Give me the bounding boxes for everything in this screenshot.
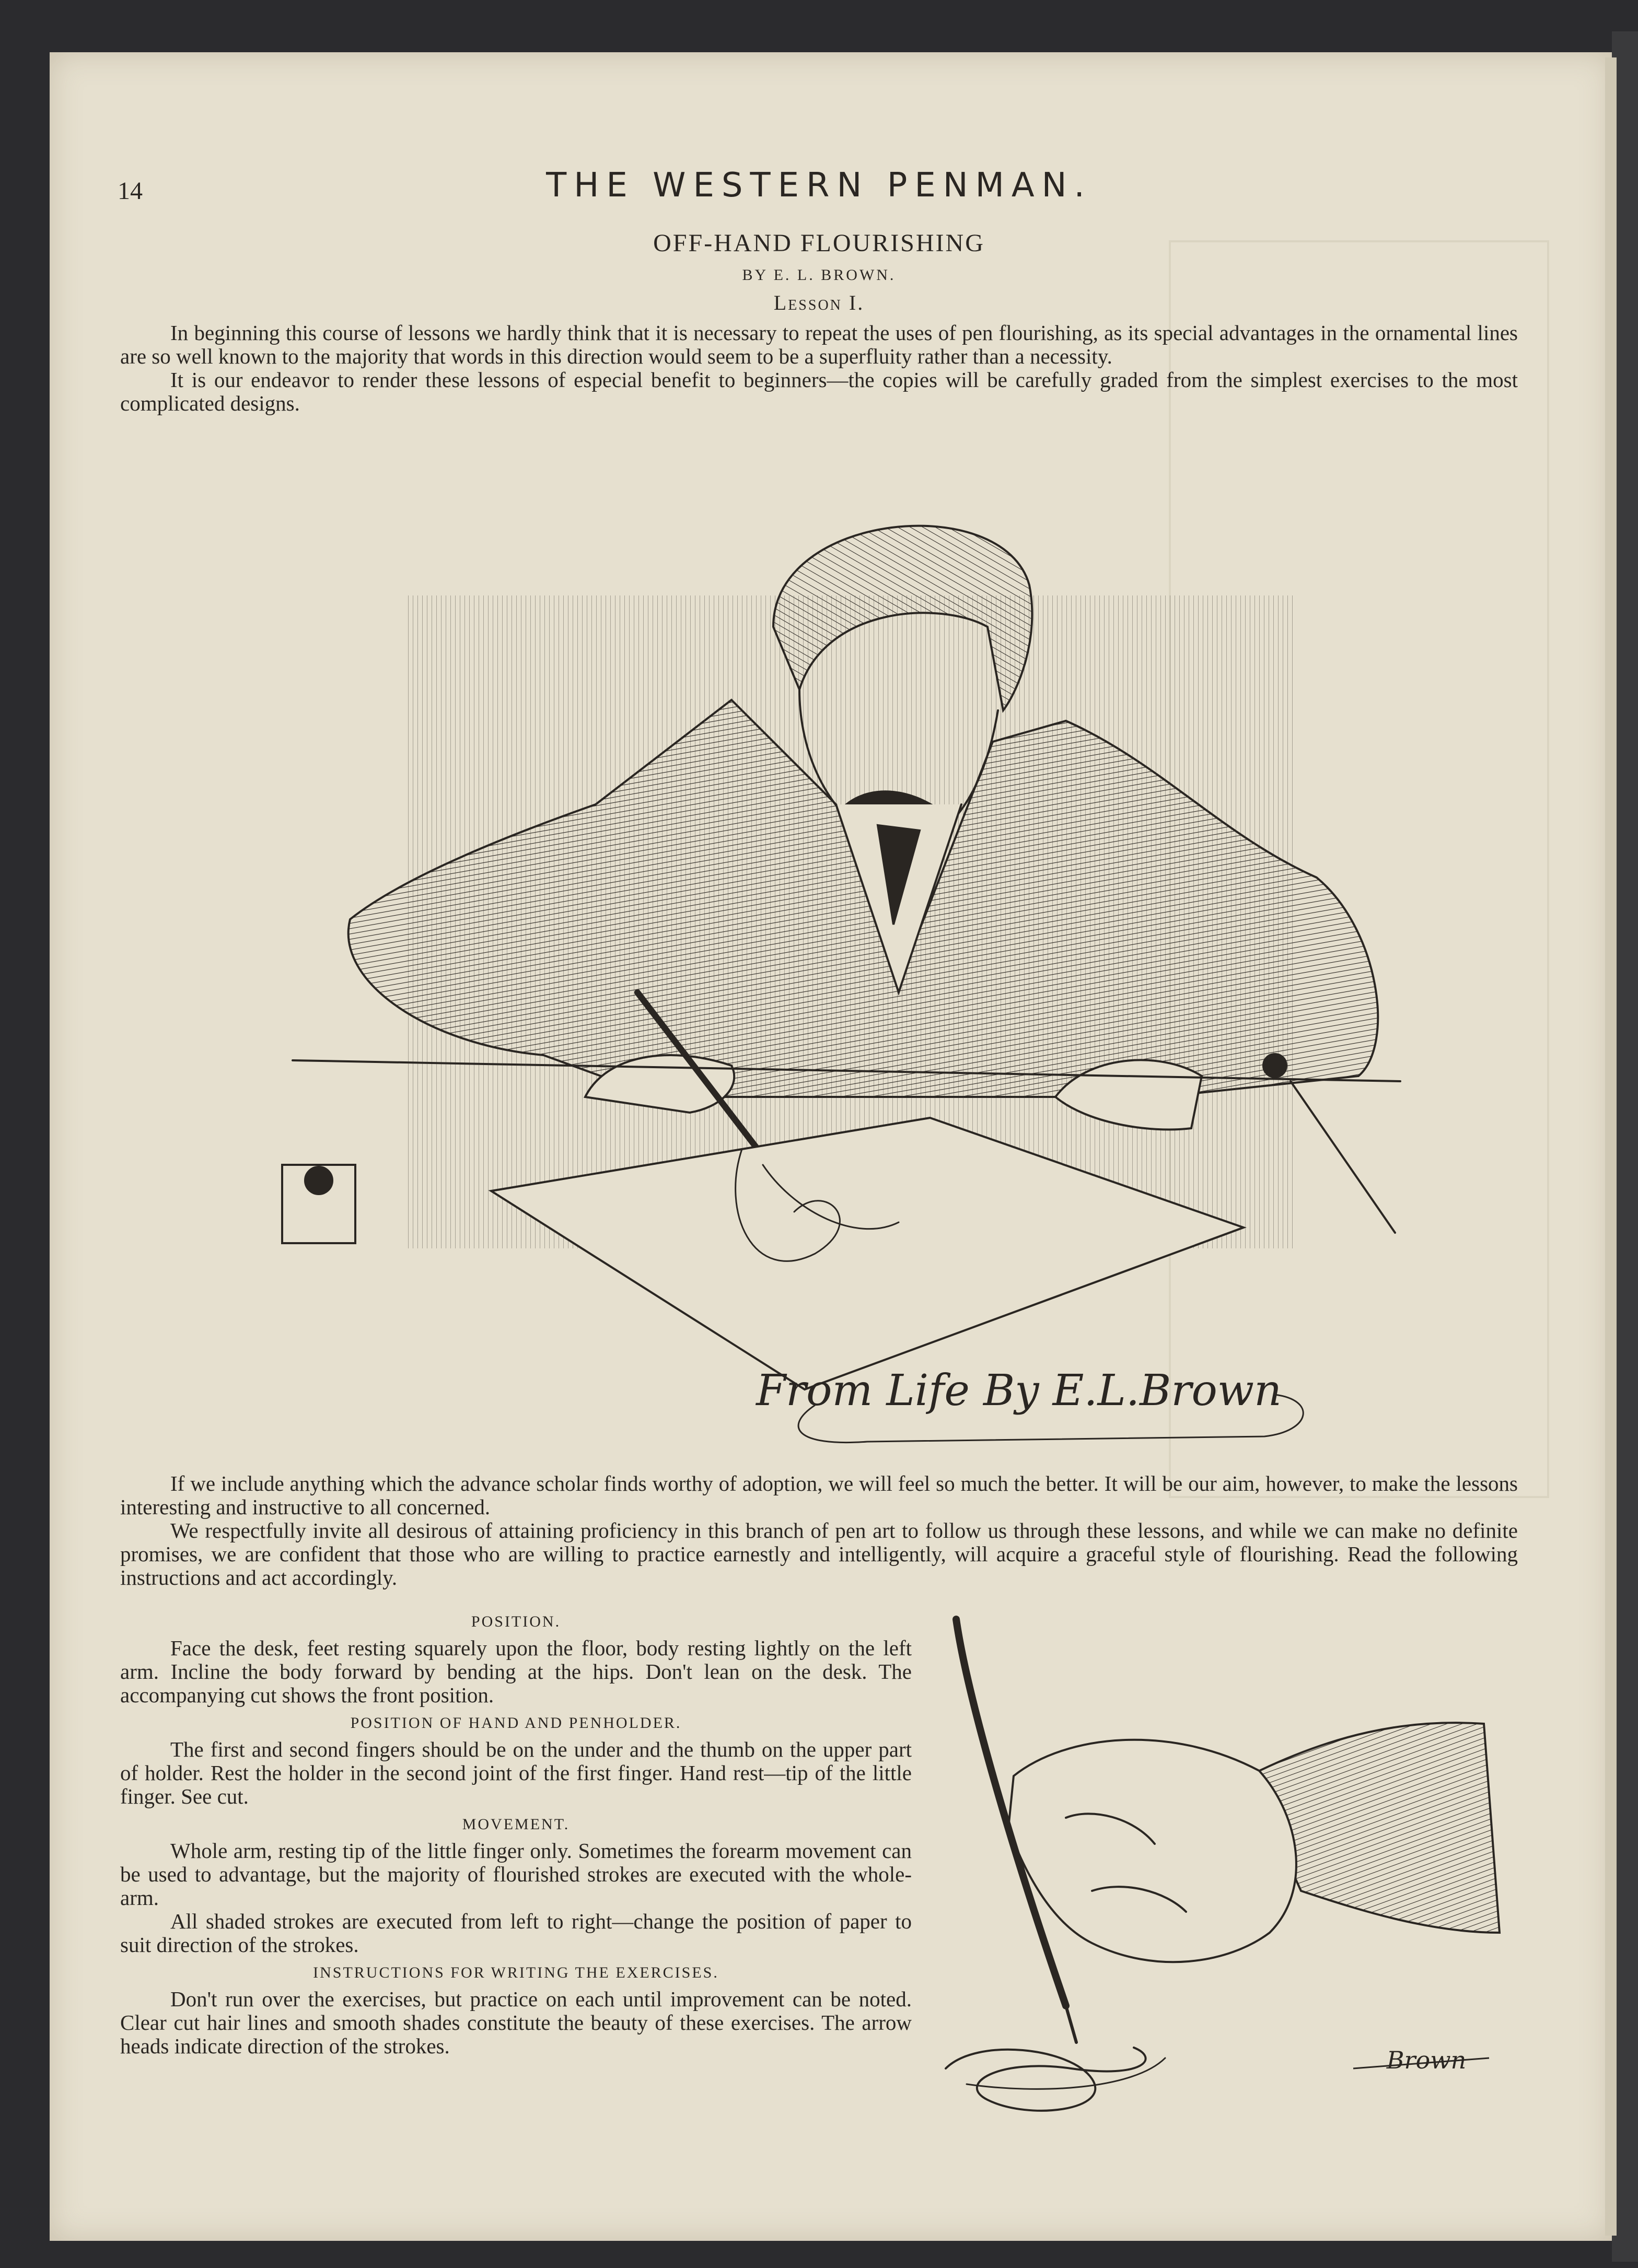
instructions-text: Don't run over the exercises, but practice on each until improvement can be noted. Clear cut hair lines and smooth shades constitute the beauty of these exercises. The arrow heads indicate direction of the strokes. bbox=[120, 1987, 912, 2058]
page-spine bbox=[1605, 57, 1617, 2236]
byline: BY E. L. BROWN. bbox=[742, 266, 896, 284]
hand-penholder-illustration bbox=[935, 1598, 1520, 2126]
hand-heading: POSITION OF HAND AND PENHOLDER. bbox=[350, 1714, 682, 1732]
position-text: Face the desk, feet resting squarely upon the floor, body resting lightly on the left arm. Incline the body forward by bending at the hips. Don't lean on the desk. The accompanying cut shows the front position. bbox=[120, 1636, 912, 1707]
intro-paragraph-2: It is our endeavor to render these lessons of especial benefit to beginners—the copies will be carefully graded from the simplest exercises to the most complicated designs. bbox=[120, 368, 1518, 415]
article-title: OFF-HAND FLOURISHING bbox=[653, 229, 985, 257]
middle-paragraph-1: If we include anything which the advance scholar finds worthy of adoption, we will feel so much the better. It will be our aim, however, to make the lessons interesting and instructive to all concerned. bbox=[120, 1471, 1518, 1519]
hand-illustration-signature: Brown bbox=[1386, 2046, 1467, 2074]
movement-text: Whole arm, resting tip of the little finger only. Sometimes the forearm movement can be used to advantage, but the majority of flourished strokes are executed with the whole-arm. bbox=[120, 1839, 912, 1910]
running-head: THE WESTERN PENMAN. bbox=[546, 166, 1092, 205]
instructions-column bbox=[120, 1606, 912, 2058]
main-illustration-signature: From Life By E.L.Brown bbox=[756, 1366, 1282, 1416]
middle-paragraph-2: We respectfully invite all desirous of attaining proficiency in this branch of pen art to follow us through these lessons, and while we can make no definite promises, we are confident that those who are willing to practice earnestly and intelligently, will acquire a graceful style of flourishing. Read the following instructions and act accordingly. bbox=[120, 1518, 1518, 1589]
middle-text bbox=[120, 1472, 1518, 1589]
hand-text: The first and second fingers should be on the under and the thumb on the upper part of holder. Rest the holder in the second joint of the first finger. Hand rest—tip of the little finger. See cut. bbox=[120, 1737, 912, 1808]
position-heading: POSITION. bbox=[471, 1613, 561, 1630]
movement-heading: MOVEMENT. bbox=[462, 1816, 570, 1833]
instructions-heading: INSTRUCTIONS FOR WRITING THE EXERCISES. bbox=[313, 1964, 719, 1981]
lesson-heading: Lesson I. bbox=[773, 291, 865, 314]
movement-text-2: All shaded strokes are executed from left to right—change the position of paper to suit direction of the strokes. bbox=[120, 1909, 912, 1957]
intro-paragraph-1: In beginning this course of lessons we hardly think that it is necessary to repeat the uses of pen flourishing, as its special advantages in the ornamental lines are so well known to the majority that words in this direction would seem to be a superfluity rather than a necessity. bbox=[120, 321, 1518, 368]
penman-portrait-illustration bbox=[272, 470, 1411, 1452]
page-number: 14 bbox=[118, 177, 143, 205]
intro-text bbox=[120, 321, 1518, 415]
